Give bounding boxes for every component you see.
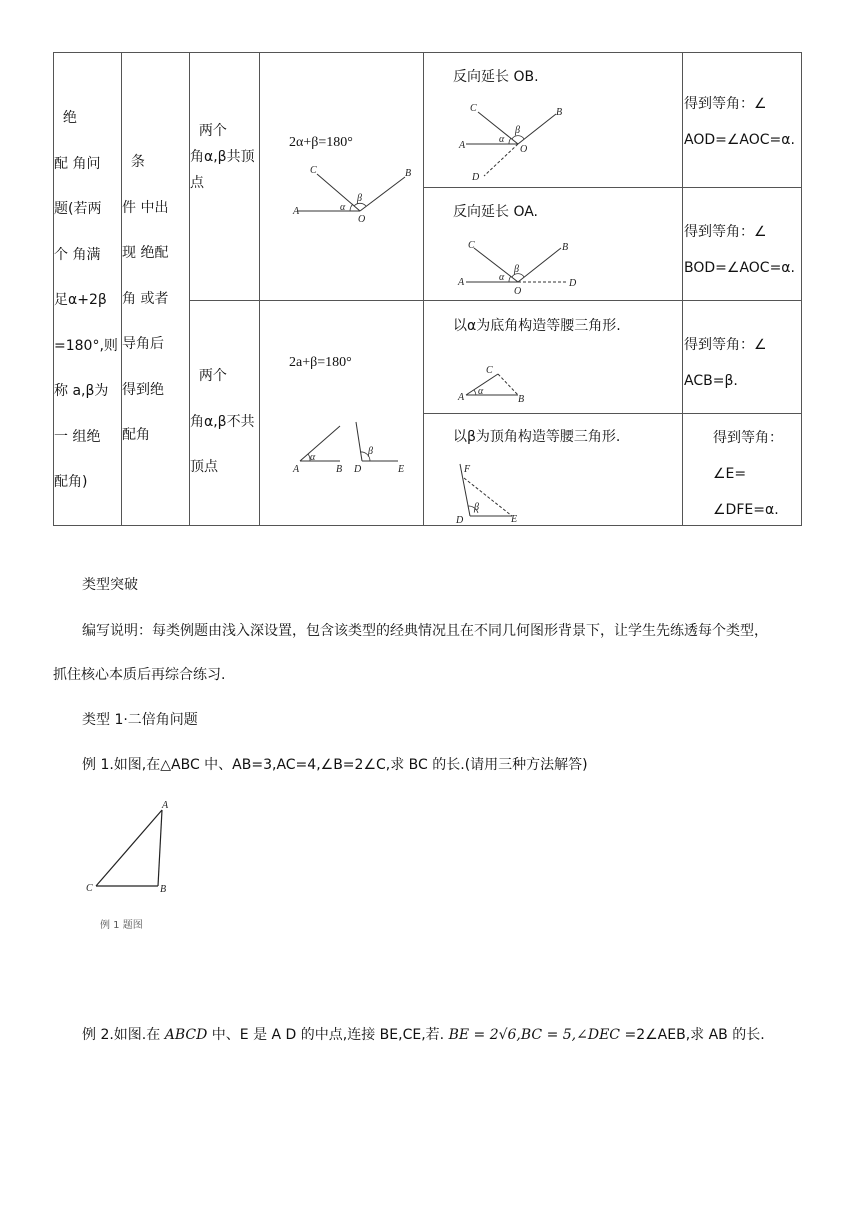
section-title: 类型突破 <box>82 577 138 593</box>
svg-text:B: B <box>160 884 167 895</box>
svg-text:O: O <box>358 214 366 225</box>
svg-text:β: β <box>514 264 519 275</box>
svg-text:β: β <box>515 125 520 136</box>
result-aod: 得到等角：∠ AOD=∠AOC=α. <box>684 96 795 148</box>
svg-text:D: D <box>354 464 362 475</box>
type1-title: 类型 1·二倍角问题 <box>82 712 198 728</box>
example2-text: 例 2.如图.在 ABCD 中、E 是 A D 的中点,连接 BE,CE,若. BE = 2√6,BC = 5,∠DEC =2∠AEB,求 AB 的长. <box>82 1027 765 1043</box>
svg-text:C: C <box>468 240 475 251</box>
svg-text:B: B <box>405 168 412 179</box>
svg-text:α: α <box>340 202 346 213</box>
figure-base-angle <box>456 360 546 406</box>
figure-apex-angle <box>454 460 534 526</box>
example1-caption: 例 1 题图 <box>100 920 143 931</box>
svg-text:D: D <box>569 278 577 289</box>
equation-shared: 2α+β=180° <box>289 135 353 150</box>
svg-text:C: C <box>486 365 493 376</box>
svg-text:B: B <box>562 242 569 253</box>
svg-text:C: C <box>310 165 317 176</box>
example1-triangle-figure <box>84 796 184 900</box>
category-cell: 绝 配 角问 题(若两 个 角满 足α+2β =180°,则 称 a,β为 一 组绝 配角) <box>54 110 118 490</box>
svg-text:A: A <box>458 277 465 288</box>
method-apex-angle: 以β为顶角构造等腰三角形. <box>453 429 621 445</box>
svg-text:A: A <box>162 800 169 811</box>
method-extend-ob: 反向延长 OB. <box>453 69 539 85</box>
svg-text:C: C <box>86 883 93 894</box>
svg-text:β: β <box>368 446 373 457</box>
svg-text:α: α <box>499 134 505 145</box>
svg-text:α: α <box>499 272 505 283</box>
figure-separate-vertex <box>290 418 420 478</box>
svg-text:D: D <box>472 172 480 183</box>
svg-text:A: A <box>458 392 465 403</box>
angle-pair-table <box>53 52 802 526</box>
svg-text:O: O <box>520 144 528 155</box>
svg-text:α: α <box>310 452 316 463</box>
svg-text:α: α <box>478 386 484 397</box>
result-dfe: 得到等角： ∠E= ∠DFE=α. <box>713 430 783 518</box>
figure-extend-oa <box>456 238 586 298</box>
svg-text:F: F <box>464 464 471 475</box>
svg-text:B: B <box>518 394 525 405</box>
svg-text:E: E <box>398 464 405 475</box>
equation-separate: 2a+β=180° <box>289 355 352 370</box>
case-separate-vertex: 两个 角α,β不共 顶点 <box>190 368 255 475</box>
condition-cell: 条 件 中出 现 绝配 角 或者 导角后 得到绝 配角 <box>122 154 169 443</box>
case-shared-vertex: 两个 角α,β共顶 点 <box>190 123 255 191</box>
method-base-angle: 以α为底角构造等腰三角形. <box>453 318 621 334</box>
method-extend-oa: 反向延长 OA. <box>453 204 539 220</box>
editor-note-line2: 抓住核心本质后再综合练习. <box>53 667 226 683</box>
svg-text:A: A <box>293 206 300 217</box>
svg-text:B: B <box>336 464 343 475</box>
svg-text:E: E <box>511 514 518 525</box>
figure-extend-ob <box>456 100 576 185</box>
svg-text:A: A <box>293 464 300 475</box>
result-bod: 得到等角：∠ BOD=∠AOC=α. <box>684 224 795 276</box>
result-acb: 得到等角：∠ ACB=β. <box>684 337 767 389</box>
svg-text:C: C <box>470 103 477 114</box>
editor-note-line1: 编写说明：每类例题由浅入深设置，包含该类型的经典情况且在不同几何图形背景下，让学生先练透每个类型， <box>82 623 768 639</box>
svg-text:D: D <box>456 515 464 526</box>
svg-text:A: A <box>459 140 466 151</box>
figure-shared-vertex <box>290 162 420 225</box>
example1-text: 例 1.如图,在△ABC 中、AB=3,AC=4,∠B=2∠C,求 BC 的长.(请用三种方法解答) <box>82 757 588 773</box>
svg-text:B: B <box>556 107 563 118</box>
svg-text:O: O <box>514 286 522 297</box>
svg-text:β: β <box>474 502 479 513</box>
svg-text:β: β <box>357 193 362 204</box>
